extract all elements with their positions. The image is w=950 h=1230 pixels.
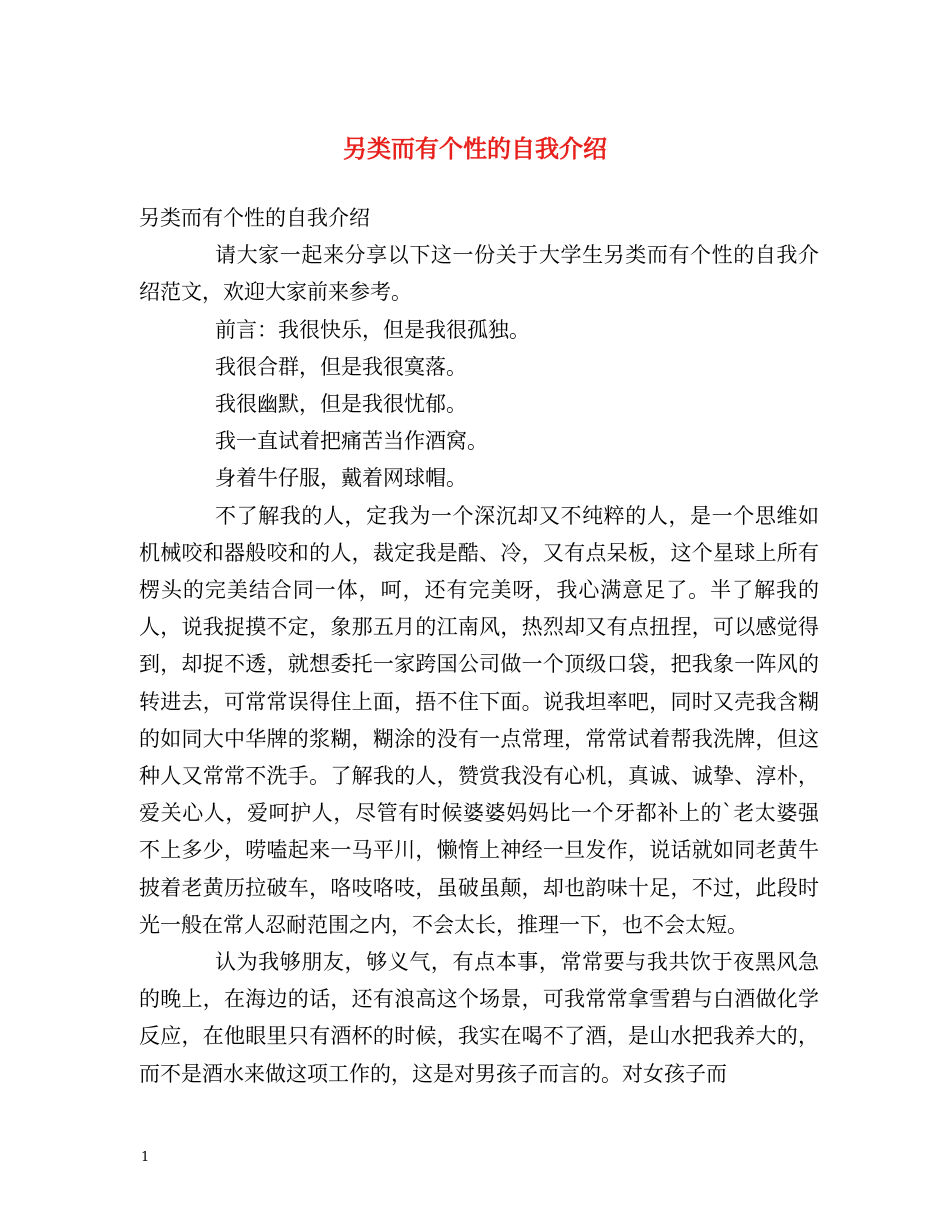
paragraph-line: 我很合群，但是我很寞落。 bbox=[215, 354, 467, 379]
document-title: 另类而有个性的自我介绍 bbox=[343, 134, 607, 163]
paragraph-intro: 请大家一起来分享以下这一份关于大学生另类而有个性的自我介绍范文，欢迎大家前来参考。 bbox=[139, 243, 819, 305]
paragraph-line: 我很幽默，但是我很忧郁。 bbox=[215, 392, 467, 417]
page-number: 1 bbox=[141, 1150, 150, 1165]
document-body bbox=[139, 200, 819, 1093]
paragraph-preface: 前言：我很快乐，但是我很孤独。 bbox=[215, 317, 530, 342]
paragraph-heading: 另类而有个性的自我介绍 bbox=[139, 206, 370, 230]
paragraph-long: 不了解我的人，定我为一个深沉却又不纯粹的人，是一个思维如机械咬和器般咬和的人，裁定我是酷、冷，又有点呆板，这个星球上所有楞头的完美结合同一体，呵，还有完美呀，我心满意足了。半了解我的人，说我捉摸不定，象那五月的江南风，热烈却又有点扭捏，可以感觉得到，却捉不透，就想委托一家跨国公司做一个顶级口袋，把我象一阵风的转进去，可常常误得住上面，捂不住下面。说我坦率吧，同时又壳我含糊的如同大中华牌的浆糊，糊涂的没有一点常理，常常试着帮我洗牌，但这种人又常常不洗手。了解我的人，赞赏我没有心机，真诚、诚挚、淳朴，爱关心人，爱呵护人，尽管有时候婆婆妈妈比一个牙都补上的`老太婆强不上多少，唠嗑起来一马平川，懒惰上神经一旦发作，说话就如同老黄牛披着老黄历拉破车，咯吱咯吱，虽破虽颠，却也韵味十足，不过，此段时光一般在常人忍耐范围之内，不会太长，推理一下，也不会太短。 bbox=[139, 503, 819, 937]
paragraph-line: 我一直试着把痛苦当作酒窝。 bbox=[215, 429, 488, 454]
paragraph-long: 认为我够朋友，够义气，有点本事，常常要与我共饮于夜黑风急的晚上，在海边的话，还有浪高这个场景，可我常常拿雪碧与白酒做化学反应，在他眼里只有酒杯的时候，我实在喝不了酒，是山水把我养大的，而不是酒水来做这项工作的，这是对男孩子而言的。对女孩子而 bbox=[139, 950, 819, 1086]
paragraph-line: 身着牛仔服，戴着网球帽。 bbox=[215, 466, 467, 491]
